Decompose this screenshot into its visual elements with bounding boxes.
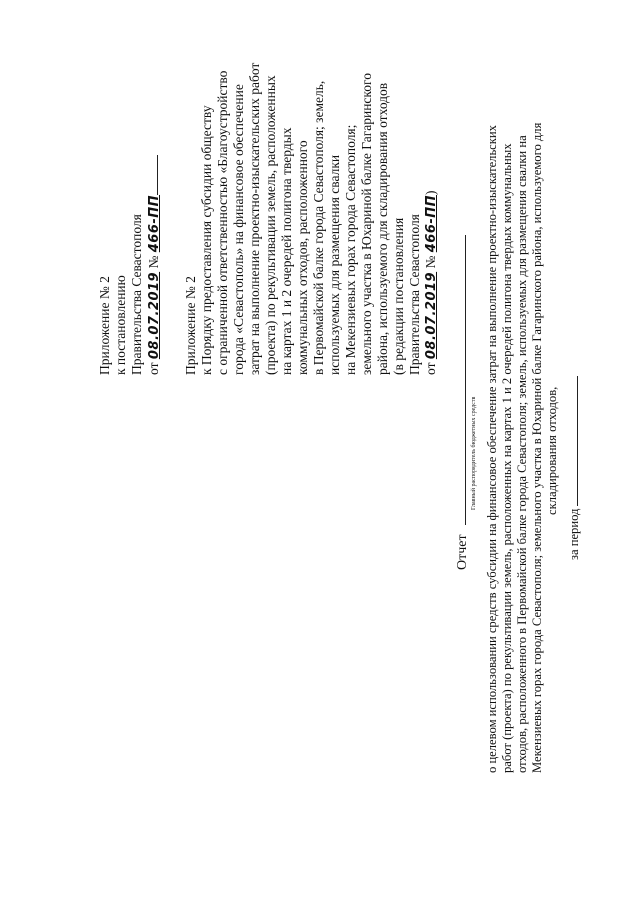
appendix2-number-handwritten: 466-ПП bbox=[424, 194, 439, 253]
appendix1-date-line bbox=[145, 155, 163, 375]
report-line: отходов, расположенного в Первомайской балке города Севастополя; земель, используемых для размещения свалки на bbox=[515, 135, 529, 773]
appendix1-line2: к постановлению bbox=[113, 275, 128, 375]
report-title-underline bbox=[453, 235, 466, 525]
appendix2-date-prefix: от bbox=[423, 362, 438, 375]
appendix1-date-prefix: от bbox=[146, 362, 161, 375]
appendix2-line: на картах 1 и 2 очередей полигона твердых bbox=[279, 127, 294, 375]
appendix1-underline bbox=[145, 155, 158, 195]
appendix1-title: Приложение № 2 bbox=[97, 276, 112, 375]
appendix2-num-prefix: № bbox=[423, 255, 438, 269]
appendix2-line: (проекта) по рекультивации земель, расположенных bbox=[263, 75, 278, 375]
appendix2-line: на Мекензиевых горах города Севастополя; bbox=[343, 124, 358, 375]
appendix2-line: города «Севастополь» на финансовое обеспечение bbox=[231, 84, 246, 375]
appendix2-line: земельного участка в Юхариной балке Гагаринского bbox=[359, 73, 374, 375]
appendix2-line: Правительства Севастополя bbox=[407, 214, 422, 375]
appendix2-line: (в редакции постановления bbox=[391, 217, 406, 375]
appendix2-line: в Первомайской балке города Севастополя; земель, bbox=[311, 80, 326, 375]
appendix1-line3: Правительства Севастополя bbox=[129, 214, 144, 375]
appendix1-date-handwritten: 08.07.2019 bbox=[147, 271, 162, 360]
report-period-underline bbox=[565, 376, 578, 506]
appendix1-num-prefix: № bbox=[146, 255, 161, 269]
appendix2-date-line bbox=[423, 190, 440, 375]
report-period-label: за период bbox=[567, 508, 581, 560]
appendix2-closing-paren: ) bbox=[423, 190, 438, 195]
appendix1-number-handwritten: 466-ПП bbox=[147, 194, 162, 253]
appendix2-line: затрат на выполнение проектно-изыскательских работ bbox=[247, 62, 262, 375]
appendix2-title: Приложение № 2 bbox=[183, 276, 198, 375]
report-line: работ (проекта) по рекультивации земель, расположенных на картах 1 и 2 очередей полигона твердых коммунальных bbox=[500, 143, 514, 773]
appendix2-line: используемых для размещения свалки bbox=[327, 154, 342, 375]
appendix2-line: к Порядку предоставления субсидии обществу bbox=[199, 105, 214, 375]
report-title-text: Отчет bbox=[455, 534, 470, 570]
report-line: Мекензиевых горах города Севастополя; земельного участка в Юхариной балке Гагаринского района, используемого для bbox=[530, 122, 544, 773]
appendix2-date-handwritten: 08.07.2019 bbox=[424, 271, 439, 360]
report-period-line bbox=[565, 376, 582, 560]
appendix2-line: коммунальных отходов, расположенного bbox=[295, 140, 310, 375]
appendix2-line: с ограниченной ответственностью «Благоустройство bbox=[215, 70, 230, 375]
report-title bbox=[453, 235, 471, 570]
report-caption: Главный распорядитель бюджетных средств bbox=[471, 396, 477, 510]
report-line: о целевом использовании средств субсидии на финансовое обеспечение затрат на выполнение проектно-изыскательских bbox=[485, 125, 499, 773]
report-line: складирования отходов, bbox=[545, 386, 559, 515]
appendix2-line: района, используемого для складирования отходов bbox=[375, 82, 390, 375]
